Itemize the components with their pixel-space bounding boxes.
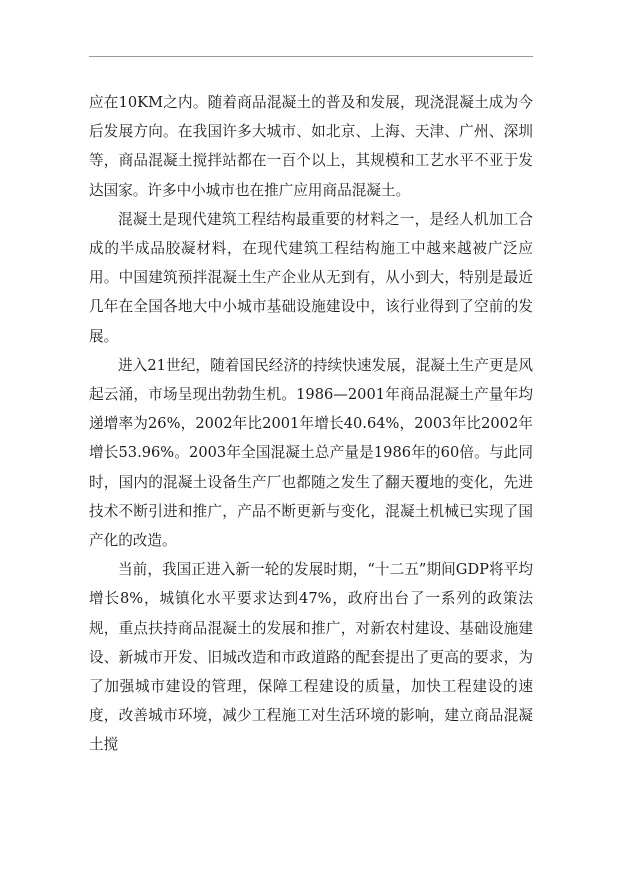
- paragraph-3: 进入21世纪，随着国民经济的持续快速发展，混凝土生产更是风起云涌，市场呈现出勃勃生机。1986—2001年商品混凝土产量年均递增率为26%，2002年比2001年增长40.64%，2003年比2002年增长53.96%。2003年全国混凝土总产量是1986年的60倍。与此同时，国内的混凝土设备生产厂也都随之发生了翻天覆地的变化，先进技术不断引进和推广，产品不断更新与变化，混凝土机械已实现了国产化的改造。: [89, 356, 533, 550]
- paragraph-4: 当前，我国正进入新一轮的发展时期，“十二五”期间GDP将平均增长8%，城镇化水平要求达到47%，政府出台了一系列的政策法规，重点扶持商品混凝土的发展和推广，对新农村建设、基础设施建设、新城市开发、旧城改造和市政道路的配套提出了更高的要求，为了加强城市建设的管理，保障工程建设的质量，加快工程建设的速度，改善城市环境，减少工程施工对生活环境的影响，建立商品混凝土搅: [89, 561, 533, 754]
- body-text: [89, 88, 533, 760]
- paragraph-1: 应在10KM之内。随着商品混凝土的普及和发展，现浇混凝土成为今后发展方向。在我国许多大城市、如北京、上海、天津、广州、深圳等，商品混凝土搅拌站都在一百个以上，其规模和工艺水平不亚于发达国家。许多中小城市也在推广应用商品混凝土。: [89, 94, 533, 199]
- header-rule: [89, 56, 533, 57]
- paragraph-2: 混凝土是现代建筑工程结构最重要的材料之一，是经人机加工合成的半成品胶凝材料，在现代建筑工程结构施工中越来越被广泛应用。中国建筑预拌混凝土生产企业从无到有，从小到大，特别是最近几年在全国各地大中小城市基础设施建设中，该行业得到了空前的发展。: [89, 210, 533, 345]
